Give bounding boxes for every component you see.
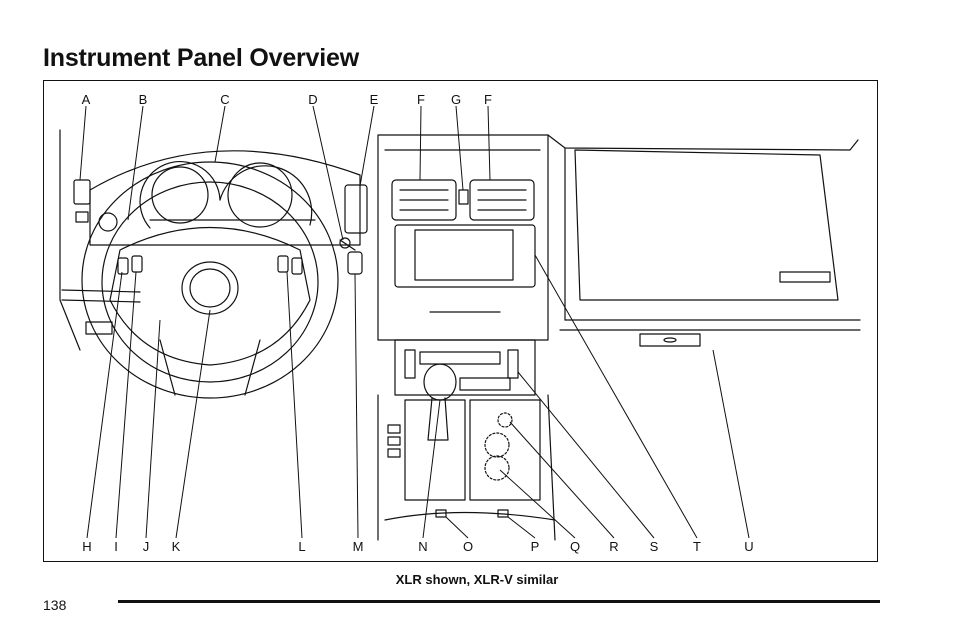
callout-g: G [450, 92, 462, 107]
callout-m: M [352, 539, 364, 554]
callout-k: K [171, 539, 181, 554]
callout-d: D [308, 92, 318, 107]
callout-t: T [693, 539, 701, 554]
callout-b: B [138, 92, 148, 107]
callout-o: O [462, 539, 474, 554]
callout-i: I [114, 539, 118, 554]
callout-c: C [220, 92, 230, 107]
figure-caption: XLR shown, XLR-V similar [395, 572, 559, 587]
callout-l: L [298, 539, 306, 554]
callout-f-right: F [484, 92, 492, 107]
callout-h: H [82, 539, 92, 554]
callout-e: E [369, 92, 379, 107]
callout-q: Q [569, 539, 581, 554]
callout-p: P [530, 539, 540, 554]
callout-j: J [142, 539, 150, 554]
callout-s: S [649, 539, 659, 554]
callout-a: A [81, 92, 91, 107]
page-title: Instrument Panel Overview [43, 44, 359, 72]
callout-f-left: F [417, 92, 425, 107]
page-number: 138 [43, 597, 67, 613]
footer-rule [118, 600, 880, 603]
callout-u: U [744, 539, 754, 554]
callout-r: R [609, 539, 619, 554]
callout-n: N [418, 539, 428, 554]
